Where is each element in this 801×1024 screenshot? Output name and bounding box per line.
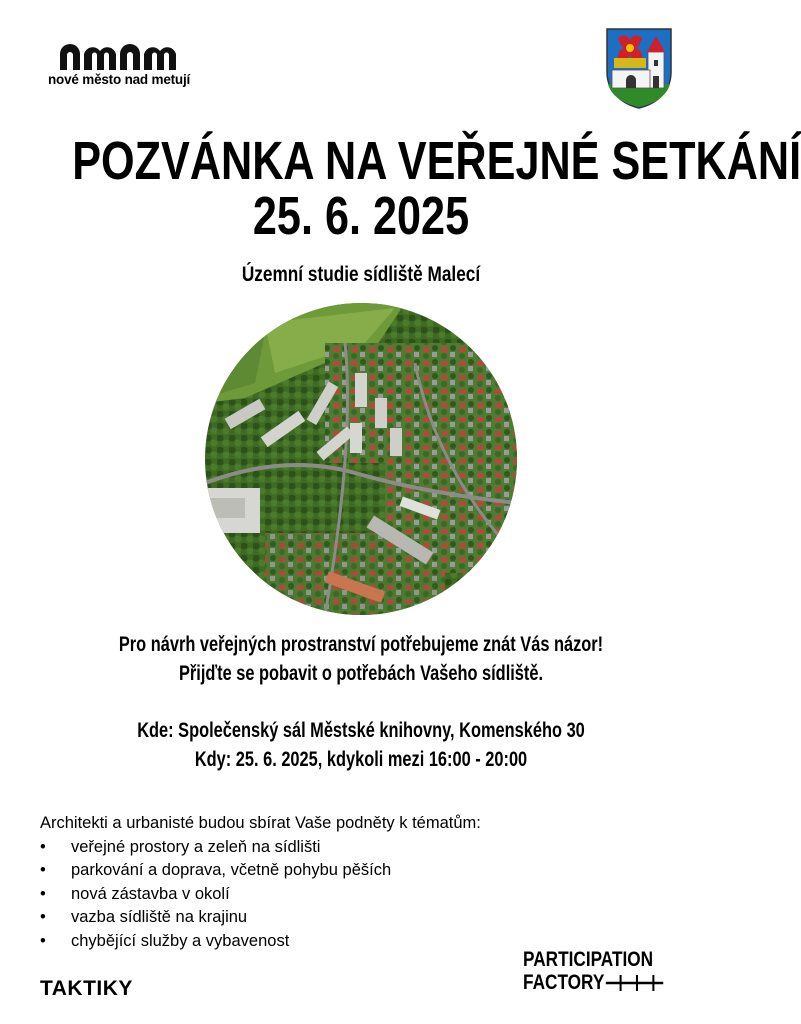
logo-subtitle: nové město nad metují bbox=[48, 72, 191, 87]
participation-factory-logo bbox=[523, 948, 654, 994]
study-subtitle: Územní studie sídliště Malecí bbox=[241, 263, 481, 286]
pf-factory-text: FACTORY bbox=[523, 971, 605, 994]
pf-line-1: PARTICIPATION bbox=[523, 948, 654, 971]
invitation-title: POZVÁNKA NA VEŘEJNÉ SETKÁNÍ bbox=[72, 131, 801, 191]
bullet: • bbox=[40, 861, 46, 879]
topics-section bbox=[40, 812, 481, 953]
list-item bbox=[40, 906, 481, 930]
taktiky-logo: TAKTIKY bbox=[40, 977, 133, 1000]
time-line: Kdy: 25. 6. 2025, kdykoli mezi 16:00 - 20:00 bbox=[194, 748, 528, 771]
topic-text: vazba sídliště na krajinu bbox=[71, 908, 248, 926]
topic-text: veřejné prostory a zeleň na sídlišti bbox=[71, 837, 321, 856]
nmnm-logo bbox=[48, 44, 208, 87]
bullet: • bbox=[40, 908, 46, 926]
nmnm-logo-mark bbox=[48, 44, 188, 72]
message-block bbox=[79, 630, 642, 688]
meeting-date: 25. 6. 2025 bbox=[252, 186, 470, 246]
list-item bbox=[40, 836, 481, 860]
location-line: Kde: Společenský sál Městské knihovny, Komenského 30 bbox=[137, 719, 585, 742]
aerial-photo-housing-estate bbox=[205, 303, 517, 615]
bullet: • bbox=[40, 837, 46, 856]
bullet: • bbox=[40, 884, 46, 903]
topic-text: parkování a doprava, včetně pohybu pěších bbox=[71, 861, 392, 879]
crosses-icon bbox=[606, 973, 663, 993]
bullet: • bbox=[40, 931, 46, 950]
message-line-1: Pro návrh veřejných prostranství potřebujeme znát Vás názor! bbox=[118, 633, 604, 656]
list-item bbox=[40, 859, 481, 883]
topics-list bbox=[40, 836, 481, 954]
list-item bbox=[40, 930, 481, 954]
town-coat-of-arms-icon bbox=[604, 26, 674, 110]
topics-intro: Architekti a urbanisté budou sbírat Vaše podněty k tématům: bbox=[40, 814, 481, 832]
pf-line-2 bbox=[523, 971, 654, 994]
list-item bbox=[40, 883, 481, 907]
details-block bbox=[79, 716, 642, 774]
message-line-2: Přijďte se pobavit o potřebách Vašeho sídliště. bbox=[178, 662, 544, 685]
topic-text: chybějící služby a vybavenost bbox=[71, 931, 290, 950]
topic-text: nová zástavba v okolí bbox=[71, 884, 230, 903]
